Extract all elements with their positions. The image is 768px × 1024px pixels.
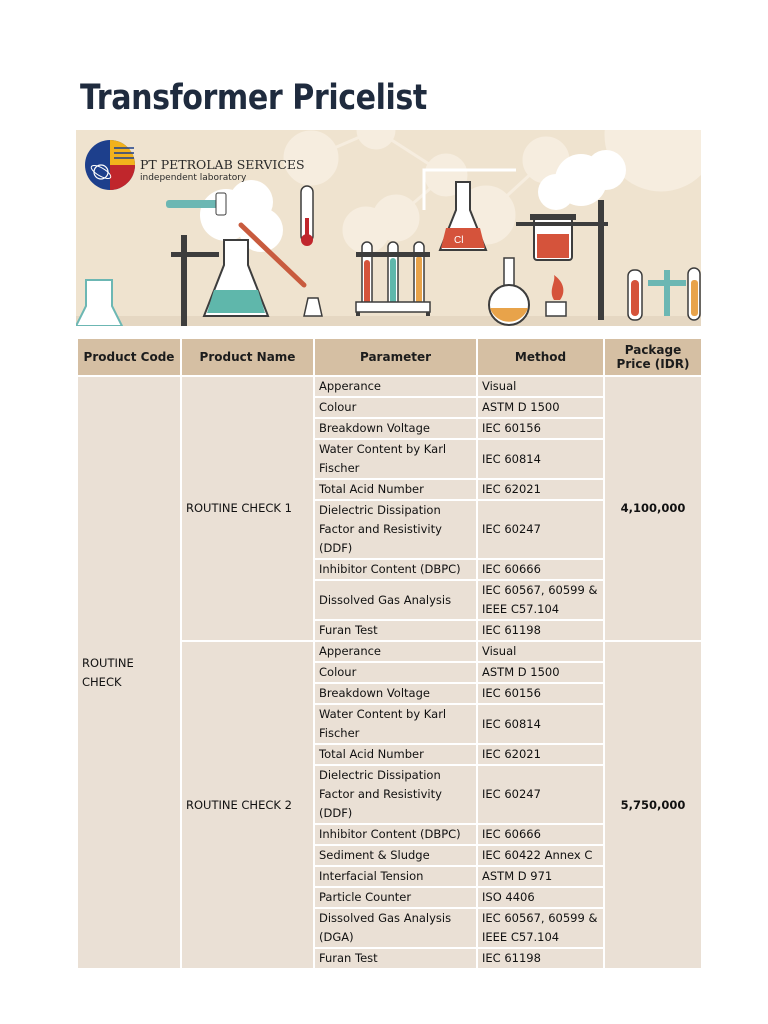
method-cell: Visual — [477, 376, 604, 397]
method-cell: IEC 60814 — [477, 704, 604, 744]
method-cell: IEC 60247 — [477, 765, 604, 824]
burner-icon — [546, 275, 566, 316]
header-product-code: Product Code — [77, 338, 181, 376]
parameter-cell: Inhibitor Content (DBPC) — [314, 559, 477, 580]
method-cell: IEC 60567, 60599 & IEEE C57.104 — [477, 908, 604, 948]
company-tagline: independent laboratory — [140, 173, 247, 183]
table-row — [77, 376, 702, 397]
method-cell: Visual — [477, 641, 604, 662]
parameter-cell: Water Content by Karl Fischer — [314, 439, 477, 479]
parameter-cell: Dielectric Dissipation Factor and Resistivity (DDF) — [314, 765, 477, 824]
parameter-cell: Apperance — [314, 641, 477, 662]
method-cell: IEC 60814 — [477, 439, 604, 479]
parameter-cell: Total Acid Number — [314, 744, 477, 765]
method-cell: IEC 60422 Annex C — [477, 845, 604, 866]
method-cell: IEC 62021 — [477, 744, 604, 765]
parameter-cell: Colour — [314, 662, 477, 683]
product-name-cell: ROUTINE CHECK 1 — [181, 376, 314, 641]
method-cell: IEC 61198 — [477, 948, 604, 969]
method-cell: IEC 62021 — [477, 479, 604, 500]
parameter-cell: Interfacial Tension — [314, 866, 477, 887]
parameter-cell: Breakdown Voltage — [314, 683, 477, 704]
parameter-cell: Dissolved Gas Analysis — [314, 580, 477, 620]
parameter-cell: Dissolved Gas Analysis (DGA) — [314, 908, 477, 948]
method-cell: ASTM D 1500 — [477, 662, 604, 683]
method-cell: ASTM D 1500 — [477, 397, 604, 418]
parameter-cell: Water Content by Karl Fischer — [314, 704, 477, 744]
parameter-cell: Apperance — [314, 376, 477, 397]
logo-icon — [85, 140, 135, 190]
method-cell: IEC 60247 — [477, 500, 604, 559]
method-cell: IEC 60156 — [477, 683, 604, 704]
beaker-icon — [530, 214, 576, 260]
method-cell: IEC 60666 — [477, 824, 604, 845]
parameter-cell: Furan Test — [314, 948, 477, 969]
header-parameter: Parameter — [314, 338, 477, 376]
parameter-cell: Dielectric Dissipation Factor and Resistivity (DDF) — [314, 500, 477, 559]
parameter-cell: Breakdown Voltage — [314, 418, 477, 439]
header-product-name: Product Name — [181, 338, 314, 376]
test-tube-rack-icon — [356, 242, 430, 316]
package-price-cell: 5,750,000 — [604, 641, 702, 969]
product-name-cell: ROUTINE CHECK 2 — [181, 641, 314, 969]
page-title: Transformer Pricelist — [80, 78, 427, 118]
parameter-cell: Colour — [314, 397, 477, 418]
parameter-cell: Inhibitor Content (DBPC) — [314, 824, 477, 845]
parameter-cell: Sediment & Sludge — [314, 845, 477, 866]
parameter-cell: Particle Counter — [314, 887, 477, 908]
parameter-cell: Furan Test — [314, 620, 477, 641]
header-method: Method — [477, 338, 604, 376]
company-name: PT PETROLAB SERVICES — [140, 157, 305, 172]
price-table — [76, 337, 703, 970]
method-cell: ASTM D 971 — [477, 866, 604, 887]
flask-chemical-label: Cl — [454, 235, 464, 246]
package-price-cell: 4,100,000 — [604, 376, 702, 641]
flask-icon — [76, 280, 122, 326]
table-header-row — [77, 338, 702, 376]
header-package-price: Package Price (IDR) — [604, 338, 702, 376]
thermometer-icon — [301, 186, 313, 246]
parameter-cell: Total Acid Number — [314, 479, 477, 500]
method-cell: ISO 4406 — [477, 887, 604, 908]
product-code-cell: ROUTINE CHECK — [77, 376, 181, 969]
round-flask-icon — [489, 258, 529, 325]
method-cell: IEC 60567, 60599 & IEEE C57.104 — [477, 580, 604, 620]
method-cell: IEC 61198 — [477, 620, 604, 641]
method-cell: IEC 60156 — [477, 418, 604, 439]
method-cell: IEC 60666 — [477, 559, 604, 580]
